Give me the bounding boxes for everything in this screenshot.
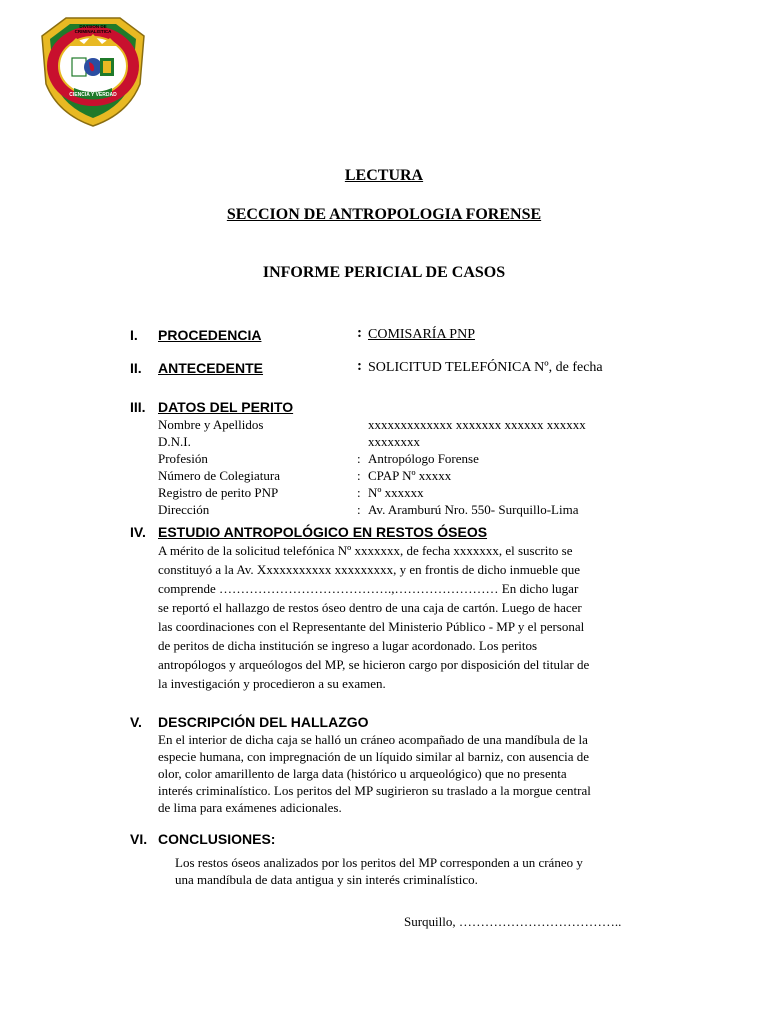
field-value-direccion: Av. Aramburú Nro. 550- Surquillo-Lima [368,502,579,517]
section-number-3: III. [130,399,146,415]
section-number-6: VI. [130,831,148,847]
estudio-line: las coordinaciones con el Representante del Ministerio Público - MP y el personal [158,619,585,634]
report-title: INFORME PERICIAL DE CASOS [262,264,506,281]
section-number-2: II. [130,360,142,376]
estudio-paragraph [158,541,678,693]
descripcion-line: interés criminalístico. Los peritos del MP sugirieron su traslado a la morgue central [158,783,591,798]
estudio-line: A mérito de la solicitud telefónica Nº xxxxxxx, de fecha xxxxxxx, el suscrito se [158,543,573,558]
estudio-line: comprende ………………………………….,…………………… En dicho lugar [158,581,579,596]
antecedente-label: ANTECEDENTE [158,360,264,376]
field-value-dni: xxxxxxxx [368,434,420,449]
descripcion-line: especie humana, con impregnación de un líquido similar al barniz, con ausencia de [158,749,590,764]
field-label-direccion: Dirección [158,502,210,517]
antecedente-colon: : [357,358,362,374]
field-label-registro: Registro de perito PNP [158,485,279,500]
field-label-colegiatura: Número de Colegiatura [158,468,281,483]
signature-place-date: Surquillo, ……………………………….. [404,914,622,929]
field-label-nombre: Nombre y Apellidos [158,417,264,432]
estudio-line: se reportó el hallazgo de restos óseo dentro de una caja de cartón. Luego de hacer [158,600,582,615]
section-number-1: I. [130,327,138,343]
descripcion-line: olor, color amarillento de larga data (histórico u arqueológico) que no presenta [158,766,567,781]
antecedente-value: SOLICITUD TELEFÓNICA Nº, de fecha [368,360,603,375]
procedencia-value: COMISARÍA PNP [368,327,475,342]
section-title: SECCION DE ANTROPOLOGIA FORENSE [226,206,542,223]
conclusiones-line: Los restos óseos analizados por los peritos del MP corresponden a un cráneo y [175,855,583,870]
descripcion-paragraph [158,731,678,816]
document-title: LECTURA [344,167,424,184]
field-colon-colegiatura: : [357,468,361,483]
field-colon-registro: : [357,485,361,500]
field-value-profesion: Antropólogo Forense [368,451,479,466]
logo-motto: CIENCIA Y VERDAD [69,92,117,98]
field-label-profesion: Profesión [158,451,208,466]
field-value-registro: Nº xxxxxx [368,485,424,500]
conclusiones-label: CONCLUSIONES: [158,831,276,847]
institution-logo [28,6,158,130]
estudio-line: constituyó a la Av. Xxxxxxxxxxx xxxxxxxxx, y en frontis de dicho inmueble que [158,562,581,577]
section-number-4: IV. [130,524,146,540]
field-colon-profesion: : [357,451,361,466]
field-label-dni: D.N.I. [158,434,191,449]
conclusiones-line: una mandíbula de data antigua y sin interés criminalístico. [175,872,478,887]
estudio-line: de peritos de dicha institución se ingreso a lugar acordonado. Los peritos [158,638,538,653]
datos-perito-label: DATOS DEL PERITO [158,399,294,415]
conclusiones-paragraph [175,854,680,888]
procedencia-label: PROCEDENCIA [158,327,262,343]
estudio-line: antropólogos y arqueólogos del MP, se hicieron cargo por disposición del titular de [158,657,590,672]
estudio-line: la investigación y procedieron a su examen. [158,676,386,691]
logo-ring-text: DIVISION DE CRIMINALISTICA [74,24,112,34]
field-value-colegiatura: CPAP Nº xxxxx [368,468,452,483]
descripcion-label: DESCRIPCIÓN DEL HALLAZGO [158,714,369,730]
descripcion-line: de lima para exámenes adicionales. [158,800,342,815]
procedencia-colon: : [357,325,362,341]
descripcion-line: En el interior de dicha caja se halló un cráneo acompañado de una mandíbula de la [158,732,588,747]
field-value-nombre: xxxxxxxxxxxxx xxxxxxx xxxxxx xxxxxx [368,417,586,432]
field-colon-direccion: : [357,502,361,517]
estudio-label: ESTUDIO ANTROPOLÓGICO EN RESTOS ÓSEOS [158,524,488,540]
section-number-5: V. [130,714,142,730]
